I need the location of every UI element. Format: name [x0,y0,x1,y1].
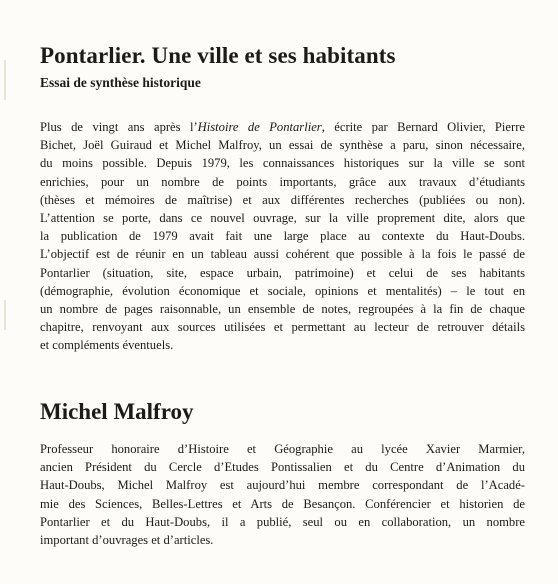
margin-mark [4,300,6,330]
summary-line: L’attention se porte, dans ce nouvel ouvrage, sur la ville proprement dite, alors que [40,210,525,225]
summary-line: chapitre, renvoyant aux sources utilisées et permettant au lecteur de retrouver détails [40,320,525,335]
summary-line: Bichet, Joël Guiraud et Michel Malfroy, un essai de synthèse a paru, sinon nécessaire, [40,138,525,153]
bio-line: important d’ouvrages et d’articles. [40,532,214,547]
bio-line: Professeur honoraire d’Histoire et Géographie au lycée Xavier Marmier, [40,442,525,456]
bio-line: mie des Sciences, Belles-Lettres et Arts de Besançon. Conférencier et historien de [40,496,525,511]
summary-line: la publication de 1979 avait fait une large place au contexte du Haut-Doubs. [40,229,525,244]
bio-line: Pontarlier et du Haut-Doubs, il a publié, seul ou en collaboration, un nombre [40,514,525,529]
summary-line: un nombre de pages raisonnable, un ensemble de notes, regroupées à la fin de chaque [40,301,525,316]
book-subtitle: Essai de synthèse historique [40,75,201,90]
book-reference: Histoire de Pontarlier [197,120,322,134]
summary-line: du moins possible. Depuis 1979, les connaissances historiques sur la ville se sont [40,156,525,171]
summary-line: (démographie, évolution économique et sociale, opinions et mentalités) – le tout en [40,283,525,298]
summary-line: Plus de vingt ans après l’Histoire de Pontarlier, écrite par Bernard Olivier, Pierre [40,120,525,134]
margin-mark [4,60,6,100]
author-heading: Michel Malfroy [40,399,194,424]
bio-line: Haut-Doubs, Michel Malfroy est aujourd’hui membre correspondant de l’Acadé- [40,478,525,493]
author-bio [40,440,525,549]
summary-line: et compléments éventuels. [40,338,174,353]
summary-line: enrichies, pour un nombre de points importants, grâce aux travaux d’étudiants [40,174,525,189]
bio-line: ancien Président du Cercle d’Etudes Pontissalien et du Centre d’Animation du [40,460,525,475]
book-summary [40,118,525,354]
summary-line: (thèses et mémoires de maîtrise) et aux différentes recherches (publiées ou non). [40,192,525,207]
book-title: Pontarlier. Une ville et ses habitants [40,43,396,68]
summary-line: Pontarlier (situation, site, espace urbain, patrimoine) et celui de ses habitants [40,265,525,280]
summary-line: L’objectif est de réunir en un tableau aussi cohérent que possible à la fois le passé de [40,247,525,262]
